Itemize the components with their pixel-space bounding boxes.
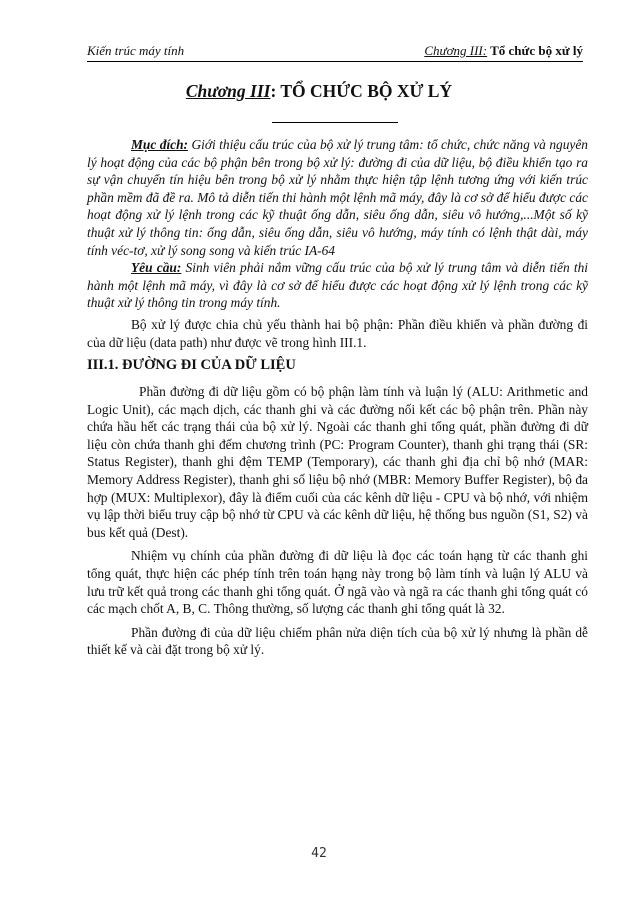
page-header xyxy=(87,41,583,62)
section-body xyxy=(87,383,588,659)
chapter-name: TỔ CHỨC BỘ XỬ LÝ xyxy=(280,81,453,101)
header-chapter-number: Chương III: xyxy=(424,43,488,58)
chapter-number: Chương III xyxy=(185,81,271,101)
header-chapter-title: Tổ chức bộ xử lý xyxy=(487,43,583,58)
purpose-paragraph xyxy=(87,136,588,259)
requirement-paragraph xyxy=(87,259,588,312)
title-underline-rule xyxy=(272,122,398,123)
chapter-title xyxy=(0,81,638,102)
intro-paragraph: Bộ xử lý được chia chủ yếu thành hai bộ phận: Phần điều khiển và phần đường đi của dữ liệu (data path) như được vẽ trong hình III.1. xyxy=(87,316,588,350)
requirement-text: Sinh viên phải nắm vững cấu trúc của bộ xử lý trung tâm và diễn tiến thi hành một lệnh mã máy, vì đây là cơ sở để hiểu được các hoạt động xử lý lệnh trong các kỹ thuật xử lý thông tin trong máy tính. xyxy=(87,260,588,311)
purpose-text: Giới thiệu cấu trúc của bộ xử lý trung tâm: tổ chức, chức năng và nguyên lý hoạt động của các bộ phận bên trong bộ xử lý: đường đi của dữ liệu, bộ điều khiển tạo ra sự vận chuyển tín hiệu bên trong bộ xử lý nhằm thực hiện tập lệnh tương ứng với kiến trúc phần mềm đã đề ra. Mô tả diễn tiến thi hành một lệnh mã máy, đây là cơ sở để hiểu được các hoạt động xử lý lệnh trong các kỹ thuật ống dẫn, siêu ống dẫn, siêu vô hướng,...Một số kỹ thuật xử lý thông tin: ống dẫn, siêu ống dẫn, siêu vô hướng, máy tính có lệnh thật dài, máy tính véc-tơ, xử lý song song và kiến trúc IA-64 xyxy=(87,137,588,258)
chapter-colon: : xyxy=(270,81,281,101)
section-heading: III.1. ĐƯỜNG ĐI CỦA DỮ LIỆU xyxy=(87,357,296,373)
section-paragraph: Nhiệm vụ chính của phần đường đi dữ liệu là đọc các toán hạng từ các thanh ghi tổng quát, thực hiện các phép tính trên toán hạng này trong bộ làm tính và luận lý ALU và lưu trữ kết quả trong các thanh ghi tổng quát. Ở ngã vào và ngã ra các thanh ghi tổng quát có các mạch chốt A, B, C. Thông thường, số lượng các thanh ghi tổng quát là 32. xyxy=(87,548,588,617)
page-number: 42 xyxy=(311,846,327,861)
header-chapter-label xyxy=(424,43,583,59)
section-paragraph: Phần đường đi dữ liệu gồm có bộ phận làm tính và luận lý (ALU: Arithmetic and Logic Unit), các mạch dịch, các thanh ghi và các đường nối kết các bộ phận trên. Phần này chứa hầu hết các trạng thái của bộ xử lý. Ngoài các thanh ghi tổng quát, phần đường đi dữ liệu còn chứa thanh ghi đếm chương trình (PC: Program Counter), thanh ghi trạng thái (SR: Status Register), thanh ghi đệm TEMP (Temporary), các thanh ghi địa chỉ bộ nhớ (MAR: Memory Address Register), thanh ghi số liệu bộ nhớ (MBR: Memory Buffer Register), bộ đa hợp (MUX: Multiplexor), đây là điểm cuối của các kênh dữ liệu - CPU và bộ nhớ, với nhiệm vụ lập thời biểu truy cập bộ nhớ từ CPU và các kênh dữ liệu, hệ thống bus nguồn (S1, S2) và bus kết quả (Dest). xyxy=(87,384,588,540)
purpose-block xyxy=(87,136,588,351)
header-book-title: Kiến trúc máy tính xyxy=(87,43,185,58)
purpose-lead: Mục đích: xyxy=(131,137,189,152)
section-paragraph: Phần đường đi của dữ liệu chiếm phân nửa diện tích của bộ xử lý nhưng là phần dễ thiết kế và cài đặt trong bộ xử lý. xyxy=(87,624,588,658)
requirement-lead: Yêu cầu: xyxy=(131,260,182,276)
